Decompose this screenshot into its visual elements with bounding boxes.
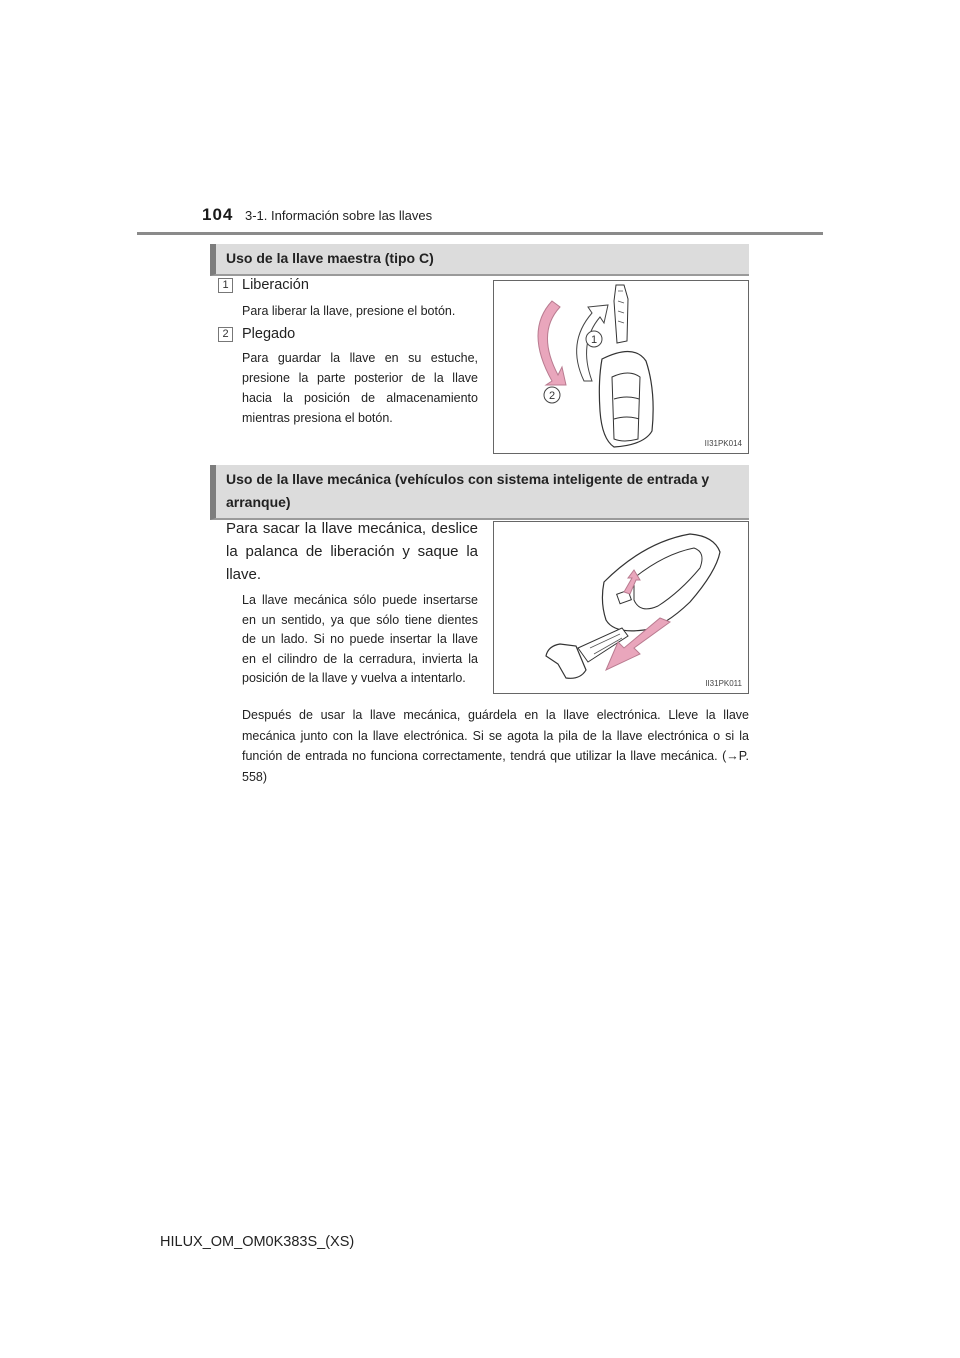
mechanical-key-instructions: Para sacar la llave mecánica, deslice la palanca de liberación y saque la llave. (226, 520, 478, 583)
mechanical-key-storage-paragraph: Después de usar la llave mecánica, guárdela en la llave electrónica. Lleve la llave mecánica junto con la llave electrónica. Si se agota la pila de la llave electrónica o si la función de entrada no funciona correctamente, tendrá que utilizar la llave mecánica. (→P. 558) (242, 708, 749, 784)
mechanical-key-note: La llave mecánica sólo puede insertarse en un sentido, ya que sólo tiene dientes de un lado. Si no puede insertar la llave en el cilindro de la cerradura, invierta la posición de la llave y vuelva a intentarlo. (242, 593, 478, 685)
section-header-master-key: Uso de la llave maestra (tipo C) (210, 244, 749, 276)
figure-code-2: II31PK011 (705, 679, 742, 688)
step-text-fold: Para guardar la llave en su estuche, presione la parte posterior de la llave hacia la posición de almacenamiento mientras presiona el botón. (242, 351, 478, 425)
figure-callout-1: 1 (590, 334, 598, 346)
section-reference: 3-1. Información sobre las llaves (245, 208, 433, 223)
header-rule (137, 232, 823, 235)
figure-master-key (493, 280, 749, 454)
step-number-1: 1 (218, 278, 233, 293)
step-title-release: Liberación (242, 277, 309, 293)
step-number-2: 2 (218, 327, 233, 342)
figure-code-1: II31PK014 (704, 439, 742, 448)
section-header-mechanical-key: Uso de la llave mecánica (vehículos con sistema inteligente de entrada y arranque) (210, 465, 749, 520)
figure-callout-2: 2 (548, 390, 556, 402)
figure-electronic-key (493, 521, 749, 694)
page-number: 104 (202, 205, 234, 224)
step-title-fold: Plegado (242, 326, 296, 342)
master-key-illustration (494, 281, 748, 453)
step-text-release: Para liberar la llave, presione el botón. (242, 304, 456, 318)
electronic-key-illustration (494, 522, 748, 693)
document-code-footer: HILUX_OM_OM0K383S_(XS) (160, 1234, 355, 1250)
